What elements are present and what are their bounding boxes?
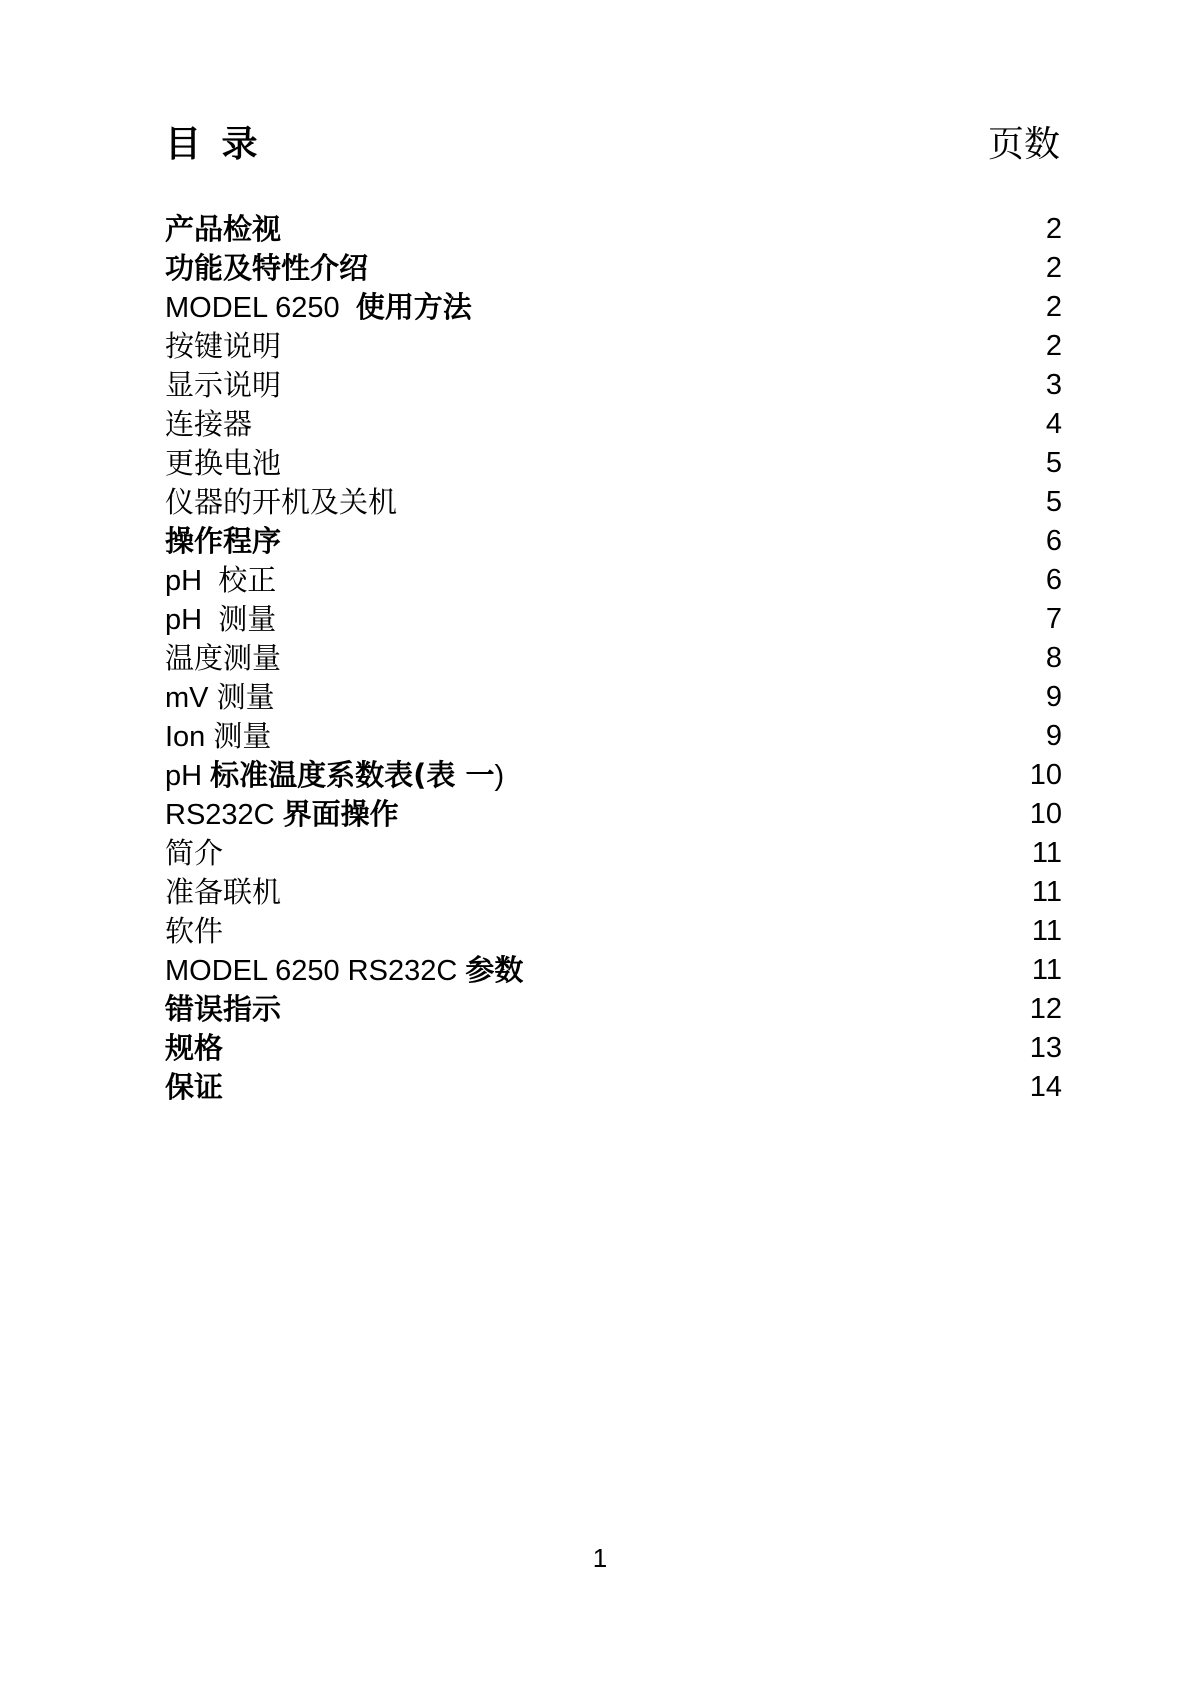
toc-entry-label: [165, 327, 281, 366]
toc-entry-page-number: 10: [1029, 798, 1062, 830]
toc-entry-label: [165, 951, 523, 991]
toc-entry: [165, 522, 1070, 561]
toc-entry: [165, 405, 1070, 444]
toc-header: [165, 120, 1060, 170]
toc-entry-label: [165, 795, 399, 835]
toc-entry-page-number: 8: [1045, 642, 1062, 674]
toc-entry-label: [165, 483, 397, 522]
toc-entry-latin-text: RS232C: [165, 799, 283, 831]
toc-entry-page-number: 11: [1031, 954, 1062, 986]
toc-entry-title-text: 准备联机: [165, 875, 282, 909]
toc-entry-page-number: 9: [1045, 720, 1062, 752]
toc-entry-page-number: 10: [1029, 759, 1062, 791]
toc-entry: [165, 795, 1070, 834]
toc-entry: [165, 717, 1070, 756]
toc-entry-label: [165, 678, 275, 718]
toc-entry-title-text: 更换电池: [165, 446, 282, 480]
toc-entry-page-number: 6: [1045, 525, 1062, 557]
toc-entry-label: [165, 639, 281, 678]
toc-entry-label: [165, 873, 281, 912]
toc-entry-label: [165, 912, 223, 951]
toc-entry-page-number: 5: [1045, 447, 1062, 479]
toc-entry: [165, 678, 1070, 717]
toc-entry-label: [165, 444, 281, 483]
toc-entry-label: [165, 366, 281, 405]
toc-entry-title-text: 标准温度系数表(表 一: [210, 758, 495, 792]
toc-entry-title-text: 测量: [218, 602, 277, 636]
toc-entry-title-text: 连接器: [165, 407, 253, 441]
toc-entry-suffix-text: ): [494, 760, 505, 792]
toc-entry-title-text: 校正: [218, 563, 277, 597]
toc-pages-heading: 页数: [987, 124, 1060, 165]
toc-entry-title-text: 按键说明: [165, 329, 282, 363]
toc-entry: [165, 873, 1070, 912]
toc-entry-title-text: 错误指示: [165, 992, 282, 1026]
toc-entry-title-text: 使用方法: [355, 290, 472, 324]
toc-entry-latin-text: pH: [165, 760, 211, 792]
toc-entry-page-number: 7: [1045, 603, 1062, 635]
toc-entry: [165, 756, 1070, 795]
toc-entry-label: [165, 756, 504, 796]
toc-entry-label: [165, 522, 281, 561]
toc-entry-label: [165, 1029, 223, 1068]
toc-entry: [165, 834, 1070, 873]
toc-entry-title-text: 功能及特性介绍: [165, 251, 369, 285]
toc-entry-label: [165, 990, 281, 1029]
toc-entry-label: [165, 288, 472, 328]
toc-entry-page-number: 14: [1029, 1071, 1062, 1103]
toc-entry-label: [165, 834, 223, 873]
toc-entry: [165, 639, 1070, 678]
toc-entry-page-number: 5: [1045, 486, 1062, 518]
toc-entry-latin-text: pH: [165, 604, 219, 636]
toc-entry-label: [165, 600, 276, 640]
toc-entry-page-number: 6: [1045, 564, 1062, 596]
toc-entry: [165, 1068, 1070, 1107]
toc-entry-title-text: 软件: [165, 914, 224, 948]
toc-entry-latin-text: MODEL 6250 RS232C: [165, 955, 466, 987]
toc-entry-page-number: 12: [1029, 993, 1062, 1025]
toc-entry-label: [165, 1068, 223, 1107]
toc-entry: [165, 561, 1070, 600]
toc-entry-title-text: 温度测量: [165, 641, 282, 675]
toc-entry-page-number: 11: [1031, 876, 1062, 908]
toc-entry: [165, 327, 1070, 366]
toc-entry-label: [165, 210, 281, 249]
toc-list: [165, 210, 1070, 1107]
toc-entry-page-number: 13: [1029, 1032, 1062, 1064]
toc-entry: [165, 210, 1070, 249]
toc-entry-page-number: 11: [1031, 837, 1062, 869]
toc-entry-title-text: 仪器的开机及关机: [165, 485, 398, 519]
toc-entry-title-text: 界面操作: [282, 797, 399, 831]
toc-entry-title-text: 保证: [165, 1070, 224, 1104]
toc-title: 目 录: [165, 124, 262, 165]
toc-entry: [165, 951, 1070, 990]
page-number: 1: [592, 1543, 608, 1573]
toc-entry-page-number: 2: [1045, 213, 1062, 245]
toc-entry-page-number: 2: [1045, 291, 1062, 323]
toc-entry-page-number: 9: [1045, 681, 1062, 713]
toc-entry-label: [165, 405, 252, 444]
toc-entry-page-number: 3: [1045, 369, 1062, 401]
toc-entry-title-text: 参数: [465, 953, 524, 987]
toc-entry: [165, 288, 1070, 327]
toc-entry-title-text: 测量: [216, 680, 275, 714]
toc-entry-title-text: 测量: [213, 719, 272, 753]
toc-entry-label: [165, 249, 368, 288]
toc-entry: [165, 1029, 1070, 1068]
toc-entry-label: [165, 717, 271, 757]
toc-entry-title-text: 规格: [165, 1031, 224, 1065]
toc-entry-page-number: 4: [1045, 408, 1062, 440]
toc-entry-title-text: 显示说明: [165, 368, 282, 402]
toc-entry-page-number: 2: [1045, 330, 1062, 362]
toc-entry-page-number: 2: [1045, 252, 1062, 284]
toc-entry-latin-text: MODEL 6250: [165, 292, 356, 324]
toc-entry-title-text: 简介: [165, 836, 224, 870]
toc-entry: [165, 483, 1070, 522]
toc-entry: [165, 249, 1070, 288]
toc-entry-latin-text: pH: [165, 565, 219, 597]
toc-entry-title-text: 产品检视: [165, 212, 282, 246]
toc-entry-latin-text: mV: [165, 682, 217, 714]
toc-entry-title-text: 操作程序: [165, 524, 282, 558]
toc-entry: [165, 366, 1070, 405]
toc-entry: [165, 990, 1070, 1029]
toc-entry-page-number: 11: [1031, 915, 1062, 947]
toc-entry: [165, 444, 1070, 483]
toc-entry: [165, 912, 1070, 951]
toc-entry: [165, 600, 1070, 639]
toc-entry-latin-text: Ion: [165, 721, 214, 753]
toc-entry-label: [165, 561, 276, 601]
